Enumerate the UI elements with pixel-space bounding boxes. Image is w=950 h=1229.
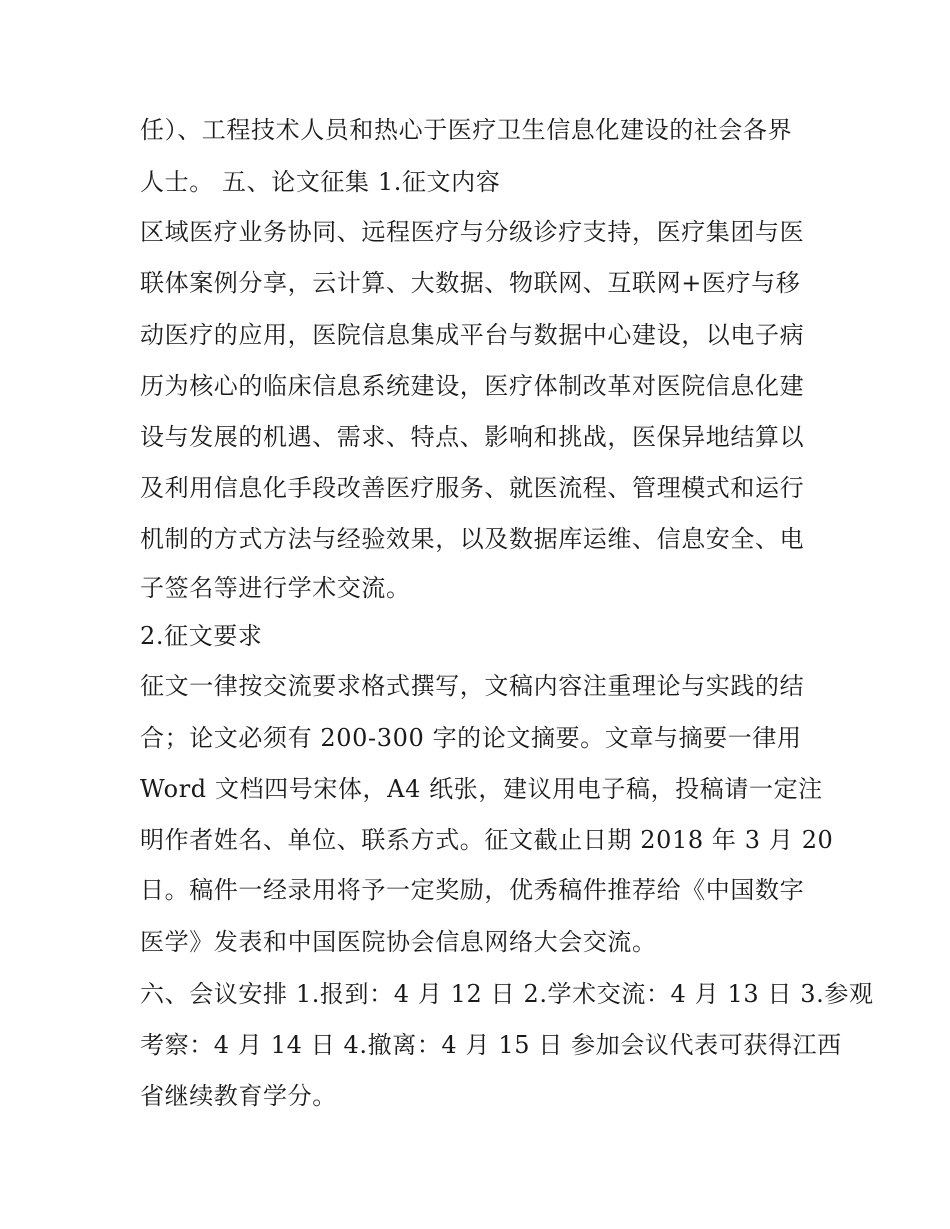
text-line: 设与发展的机遇、需求、特点、影响和挑战，医保异地结算以 [140, 423, 805, 451]
text-line: 六、会议安排 1.报到：4 月 12 日 2.学术交流：4 月 13 日 3.参观 [140, 980, 874, 1008]
text-line: 明作者姓名、单位、联系方式。征文截止日期 2018 年 3 月 20 [140, 826, 834, 854]
text-line: 日。稿件一经录用将予一定奖励，优秀稿件推荐给《中国数字 [140, 876, 805, 904]
text-line: 医学》发表和中国医院协会信息网络大会交流。 [140, 928, 657, 956]
text-line: 合；论文必须有 200-300 字的论文摘要。文章与摘要一律用 [140, 724, 802, 752]
text-line: 动医疗的应用，医院信息集成平台与数据中心建设，以电子病 [140, 321, 805, 349]
text-line: 子签名等进行学术交流。 [140, 574, 411, 602]
text-line: Word 文档四号宋体，A4 纸张，建议用电子稿，投稿请一定注 [140, 775, 823, 803]
text-line: 机制的方式方法与经验效果，以及数据库运维、信息安全、电 [140, 525, 805, 553]
text-line: 历为核心的临床信息系统建设，医疗体制改革对医院信息化建 [140, 372, 805, 400]
section-heading: 2.征文要求 [140, 622, 263, 650]
text-line: 人士。 五、论文征集 1.征文内容 [140, 168, 501, 196]
text-line: 考察：4 月 14 日 4.撤离：4 月 15 日 参加会议代表可获得江西 [140, 1031, 842, 1059]
text-line: 及利用信息化手段改善医疗服务、就医流程、管理模式和运行 [140, 474, 805, 502]
text-line: 任）、工程技术人员和热心于医疗卫生信息化建设的社会各界 [140, 116, 793, 144]
text-line: 省继续教育学分。 [140, 1082, 337, 1110]
text-line: 联体案例分享，云计算、大数据、物联网、互联网+医疗与移 [140, 269, 801, 297]
text-line: 区域医疗业务协同、远程医疗与分级诊疗支持，医疗集团与医 [140, 218, 805, 246]
text-line: 征文一律按交流要求格式撰写，文稿内容注重理论与实践的结 [140, 672, 805, 700]
